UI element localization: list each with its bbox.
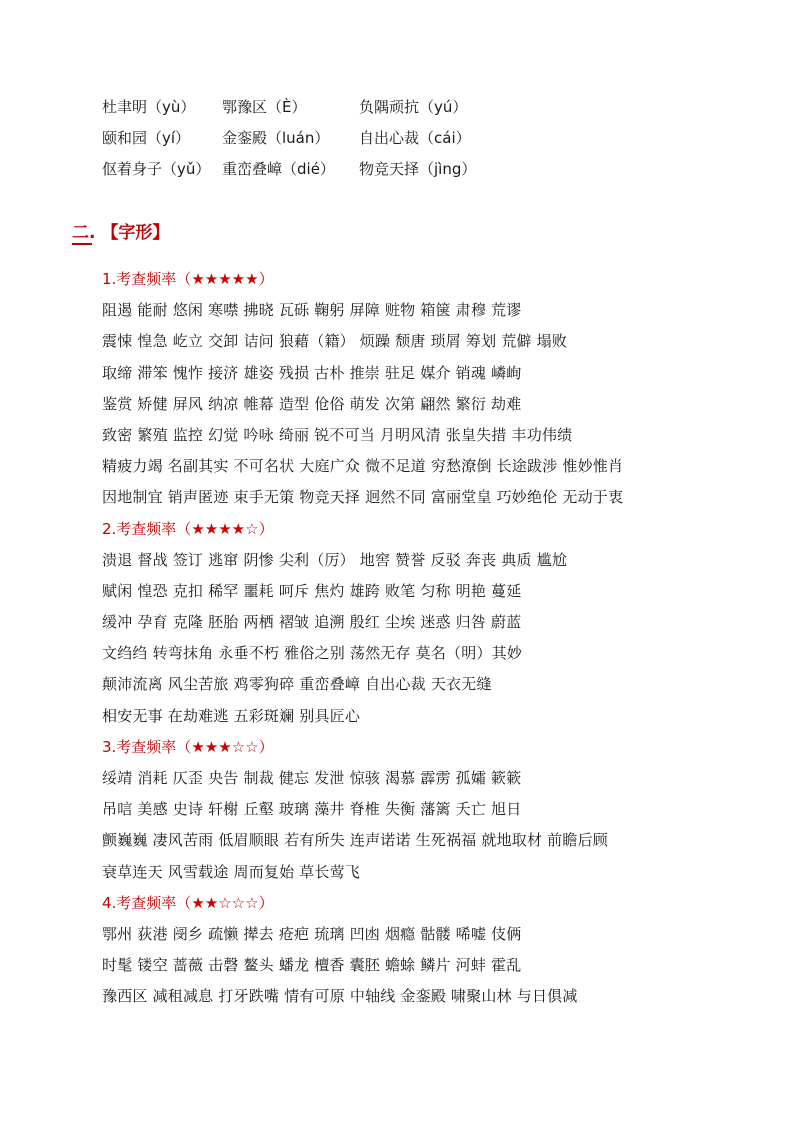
- star-rating-icon: ★★★☆☆: [191, 737, 259, 756]
- word-line: 震悚 惶急 屹立 交卸 诘问 狼藉（籍） 烦躁 颓唐 琐屑 筹划 荒僻 塌败: [102, 332, 568, 351]
- word-line: 溃退 督战 签订 逃窜 阴惨 尖利（厉） 地窖 赞誉 反驳 奔丧 典质 尴尬: [102, 550, 568, 569]
- frequency-heading: [102, 514, 782, 545]
- word-line: 衰草连天 风雪载途 周而复始 草长莺飞: [102, 862, 361, 881]
- pinyin-row: [102, 154, 476, 185]
- word-line: 因地制宜 销声匿迹 束手无策 物竞天择 迥然不同 富丽堂皇 巧妙绝伦 无动于衷: [102, 488, 624, 507]
- word-line: 鉴赏 矫健 屏风 纳凉 帷幕 造型 伧俗 萌发 次第 翩然 繁衍 劫难: [102, 394, 522, 413]
- pinyin-item: 物竞天择（jìng）: [359, 160, 477, 178]
- pinyin-row: [102, 92, 476, 123]
- frequency-close: ）: [258, 519, 274, 538]
- word-line: 缓冲 孕育 克隆 胚胎 两栖 褶皱 追溯 殷红 尘埃 迷惑 归咎 蔚蓝: [102, 613, 522, 632]
- frequency-close: ）: [258, 893, 274, 912]
- word-line: 时髦 镂空 蔷薇 击磬 鳌头 蟠龙 檀香 囊胚 蟾蜍 鳞片 河蚌 霍乱: [102, 956, 522, 975]
- pinyin-item: 负隅顽抗（yú）: [359, 98, 468, 116]
- vocabulary-list: [102, 264, 782, 1013]
- pinyin-item: 伛着身子（yǔ）: [102, 160, 211, 178]
- star-rating-icon: ★★★★★: [191, 270, 259, 288]
- pinyin-list: [102, 92, 476, 185]
- pinyin-item: 重峦叠嶂（dié）: [222, 160, 335, 178]
- word-line: 豫西区 减租减息 打牙跌嘴 情有可原 中轴线 金銮殿 啸聚山林 与日俱减: [102, 987, 578, 1006]
- pinyin-item: 自出心裁（cái）: [359, 129, 471, 147]
- star-rating-icon: ★★☆☆☆: [191, 893, 259, 912]
- frequency-heading: [102, 732, 782, 763]
- frequency-close: ）: [258, 737, 274, 756]
- section-title: 【字形】: [101, 223, 170, 243]
- pinyin-item: 金銮殿（luán）: [222, 129, 330, 147]
- word-line: 精疲力竭 名副其实 不可名状 大庭广众 微不足道 穷愁潦倒 长途跋涉 惟妙惟肖: [102, 457, 624, 476]
- frequency-label: 1.考查频率（: [102, 270, 192, 288]
- pinyin-item: 颐和园（yí）: [102, 129, 191, 147]
- pinyin-row: [102, 123, 476, 154]
- word-line: 鄂州 荻港 阌乡 疏懒 撵去 疮疤 琉璃 凹凼 烟瘾 骷髅 唏嘘 伎俩: [102, 924, 522, 943]
- frequency-label: 3.考查频率（: [102, 737, 192, 756]
- word-line: 绥靖 消耗 仄歪 央告 制裁 健忘 发泄 惊骇 渴慕 霹雳 孤孀 簌簌: [102, 769, 522, 787]
- frequency-heading: [102, 888, 782, 919]
- star-rating-icon: ★★★★☆: [191, 519, 259, 538]
- pinyin-item: 鄂豫区（È）: [222, 98, 307, 116]
- frequency-heading: [102, 264, 782, 295]
- word-line: 颠沛流离 风尘苦旅 鸡零狗碎 重峦叠嶂 自出心裁 天衣无缝: [102, 675, 492, 694]
- heading-underline: [72, 243, 92, 245]
- word-line: 赋闲 惶恐 克扣 稀罕 噩耗 呵斥 焦灼 雄跨 败笔 匀称 明艳 蔓延: [102, 581, 522, 600]
- word-line: 阻遏 能耐 悠闲 寒噤 拂晓 瓦砾 鞠躬 屏障 赃物 箱箧 肃穆 荒谬: [102, 301, 522, 320]
- word-line: 吊唁 美感 史诗 轩榭 丘壑 玻璃 藻井 脊椎 失衡 藩篱 夭亡 旭日: [102, 800, 522, 819]
- word-line: 颤巍巍 凄风苦雨 低眉顺眼 若有所失 连声诺诺 生死祸福 就地取材 前瞻后顾: [102, 831, 608, 850]
- word-line: 相安无事 在劫难逃 五彩斑斓 别具匠心: [102, 706, 361, 725]
- frequency-close: ）: [258, 270, 274, 288]
- frequency-label: 2.考查频率（: [102, 519, 192, 538]
- section-number: 二.: [72, 223, 96, 243]
- word-line: 致密 繁殖 监控 幻觉 吟咏 绮丽 锐不可当 月明风清 张皇失措 丰功伟绩: [102, 425, 573, 444]
- word-line: 文绉绉 转弯抹角 永垂不朽 雅俗之别 荡然无存 莫名（明）其妙: [102, 644, 523, 663]
- word-line: 取缔 滞笨 愧怍 接济 雄姿 残损 古朴 推崇 驻足 媒介 销魂 嶙峋: [102, 363, 522, 382]
- frequency-label: 4.考查频率（: [102, 893, 192, 912]
- pinyin-item: 杜聿明（yù）: [102, 98, 196, 116]
